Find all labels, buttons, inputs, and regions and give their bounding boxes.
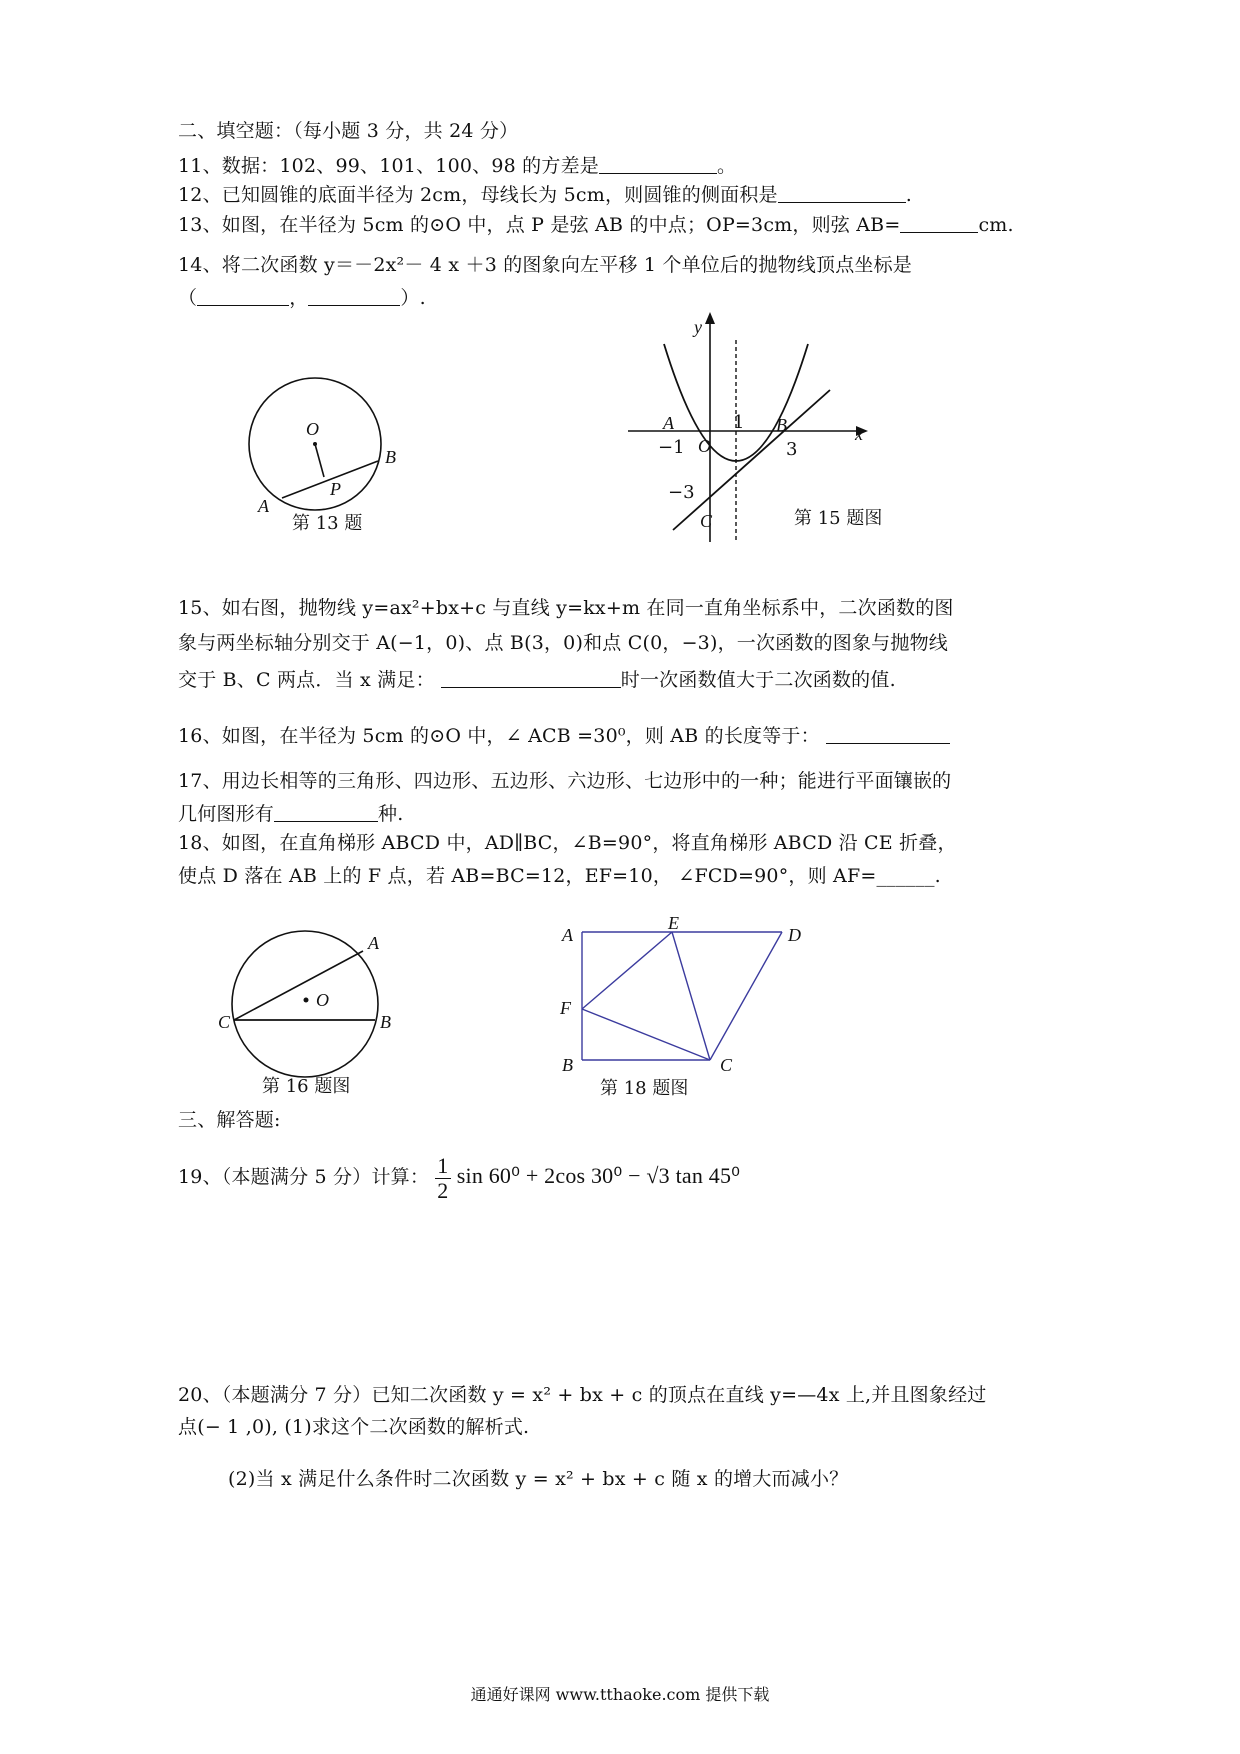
- axis-x-label: x: [855, 424, 863, 444]
- q17-text-a: 几何图形有: [178, 803, 275, 825]
- figure-13-caption: 第 13 题: [292, 513, 363, 534]
- answer-blank-x[interactable]: [197, 287, 289, 306]
- answer-blank-y[interactable]: [308, 287, 400, 306]
- label-O: O: [306, 419, 319, 439]
- label-F: F: [560, 998, 571, 1018]
- q17-text-b: 种.: [378, 803, 404, 825]
- answer-blank[interactable]: [274, 803, 378, 822]
- paren-open: （: [178, 287, 198, 309]
- q16-text: 16、如图，在半径为 5cm 的⊙O 中，∠ ACB =30⁰，则 AB 的长度等于：: [178, 725, 820, 747]
- q14-text: 14、将二次函数 y＝－2x²－ 4 x ＋3 的图象向左平移 1 个单位后的抛物线顶点坐标是: [178, 254, 912, 276]
- label-A: A: [258, 496, 269, 516]
- figure-16-caption: 第 16 题图: [262, 1076, 351, 1097]
- section-title-fill-blank: 二、填空题：（每小题 3 分，共 24 分）: [178, 120, 519, 142]
- question-17-line2: [178, 803, 403, 824]
- question-18-line1: 18、如图，在直角梯形 ABCD 中，AD∥BC，∠B=90°，将直角梯形 ABCD 沿 CE 折叠，: [178, 832, 957, 854]
- q11-end: 。: [716, 155, 737, 177]
- label-B: B: [776, 415, 787, 435]
- label-D: D: [788, 925, 801, 945]
- answer-blank[interactable]: [778, 184, 906, 203]
- label-C: C: [218, 1012, 231, 1032]
- answer-blank[interactable]: [900, 214, 978, 233]
- question-17-line1: 17、用边长相等的三角形、四边形、五边形、六边形、七边形中的一种；能进行平面镶嵌的: [178, 770, 952, 792]
- question-20-line1: 20、（本题满分 7 分）已知二次函数 y = x² + bx + c 的顶点在直线 y=—4x 上,并且图象经过: [178, 1384, 987, 1406]
- frac-denominator: 2: [437, 1177, 449, 1203]
- q13-text: 13、如图，在半径为 5cm 的⊙O 中，点 P 是弦 AB 的中点；OP=3cm，则弦 AB=: [178, 214, 901, 236]
- label-origin: O: [698, 436, 711, 456]
- figure-16-circle: [220, 920, 390, 1090]
- question-11: [178, 155, 736, 176]
- answer-blank[interactable]: [599, 155, 717, 174]
- answer-blank[interactable]: [826, 725, 950, 744]
- q12-end: .: [905, 184, 912, 206]
- q12-text: 12、已知圆锥的底面半径为 2cm，母线长为 5cm，则圆锥的侧面积是: [178, 184, 778, 206]
- label-B: B: [380, 1012, 391, 1032]
- q15-text-b: 时一次函数值大于二次函数的值.: [620, 669, 896, 691]
- label-P: P: [330, 479, 341, 499]
- fraction-one-half: [435, 1154, 450, 1201]
- label-E: E: [668, 913, 679, 933]
- answer-blank[interactable]: [441, 669, 621, 688]
- page-footer: 通通好课网 www.tthaoke.com 提供下载: [470, 1685, 770, 1704]
- q13-end: cm.: [978, 214, 1014, 236]
- question-14-line2: [178, 287, 426, 308]
- label-O: O: [316, 990, 329, 1010]
- tick-neg-1: −1: [658, 437, 685, 458]
- axis-y-label: y: [694, 317, 702, 337]
- question-20-line3: (2)当 x 满足什么条件时二次函数 y = x² + bx + c 随 x 的增大而减小？: [228, 1468, 849, 1490]
- q15-text-a: 交于 B、C 两点．当 x 满足：: [178, 669, 435, 691]
- figure-18-trapezoid: [570, 920, 810, 1070]
- q11-text: 11、数据：102、99、101、100、98 的方差是: [178, 155, 599, 177]
- comma: ，: [289, 287, 309, 309]
- label-C: C: [700, 511, 713, 531]
- q19-prefix: 19、（本题满分 5 分）计算：: [178, 1166, 430, 1188]
- tick-1: 1: [733, 412, 745, 433]
- question-15-line2: 象与两坐标轴分别交于 A(−1，0)、点 B(3，0)和点 C(0，−3)，一次函数的图象与抛物线: [178, 632, 948, 654]
- tick-3: 3: [786, 439, 798, 460]
- figure-15-caption: 第 15 题图: [794, 508, 883, 529]
- question-15-line3: [178, 669, 896, 690]
- question-18-line2: 使点 D 落在 AB 上的 F 点，若 AB=BC=12，EF=10， ∠FCD=90°，则 AF=______.: [178, 865, 941, 887]
- tick-neg-3: −3: [668, 482, 695, 503]
- label-B: B: [562, 1055, 573, 1075]
- question-20-line2: 点(− 1 ,0), (1)求这个二次函数的解析式.: [178, 1416, 530, 1438]
- question-13: [178, 214, 1014, 235]
- label-A: A: [368, 933, 379, 953]
- label-B: B: [385, 447, 396, 467]
- paren-close: ）.: [400, 287, 426, 309]
- question-19: [178, 1151, 740, 1201]
- question-15-line1: 15、如右图，抛物线 y=ax²+bx+c 与直线 y=kx+m 在同一直角坐标系中，二次函数的图: [178, 597, 954, 619]
- label-C: C: [720, 1055, 733, 1075]
- question-12: [178, 184, 912, 205]
- section-title-solutions: 三、解答题:: [178, 1109, 281, 1131]
- figure-18-caption: 第 18 题图: [600, 1078, 689, 1099]
- q19-expression: sin 60⁰ + 2cos 30⁰ − √3 tan 45⁰: [456, 1163, 741, 1188]
- label-A: A: [663, 413, 674, 433]
- label-A: A: [562, 925, 573, 945]
- frac-numerator: 1: [437, 1153, 449, 1179]
- question-16: [178, 725, 950, 746]
- question-14: [178, 256, 912, 275]
